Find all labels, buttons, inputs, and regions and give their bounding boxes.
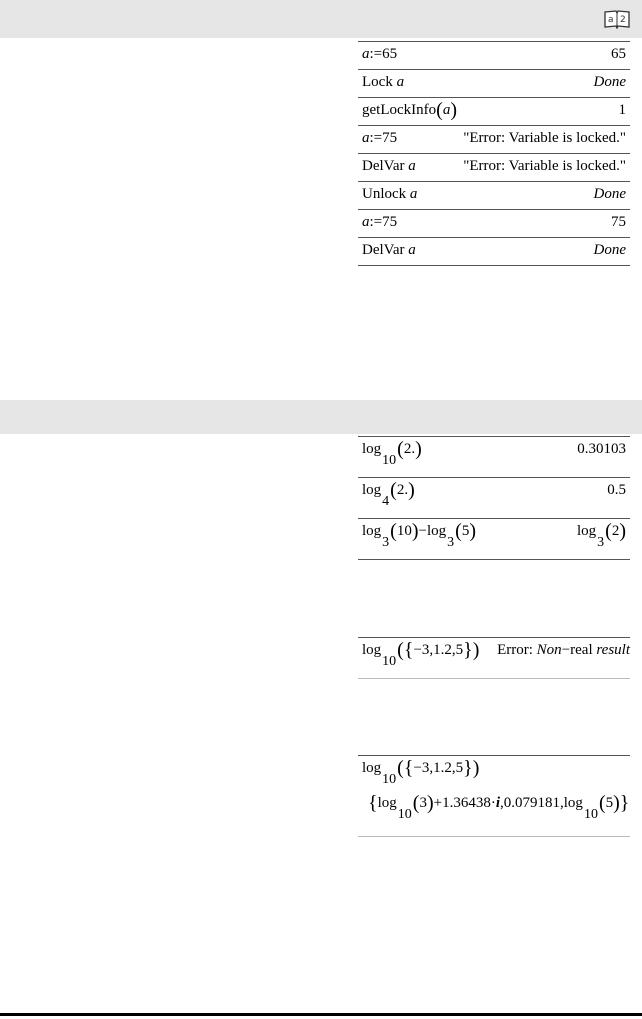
log-arg: 10	[396, 523, 412, 539]
result-value: Done	[593, 74, 626, 90]
log-word: log	[362, 482, 382, 498]
table-row: log3(10)−log3(5) log3(2)	[358, 518, 630, 560]
input-var: a	[408, 158, 416, 174]
table-row	[358, 237, 630, 266]
result-value: Done	[593, 186, 626, 202]
minus-sign: −	[418, 523, 427, 539]
input-op: :=75	[369, 214, 398, 230]
log-arg: −3,1.2,5	[413, 760, 464, 776]
input-op: :=75	[369, 130, 398, 146]
input-keyword: Unlock	[362, 186, 410, 202]
log-word: log	[362, 523, 382, 539]
log-nonreal-table	[358, 637, 630, 681]
complex-plus: +1.36438·	[433, 795, 496, 811]
log-base: 10	[397, 807, 412, 822]
log-arg: 5	[605, 795, 614, 811]
log-arg: 2.	[403, 441, 416, 457]
open-book-icon	[603, 9, 631, 29]
error-word: result	[596, 642, 630, 658]
table-row: log10(2.) 0.30103	[358, 436, 630, 477]
log-word: log	[377, 795, 397, 811]
input-var: a	[408, 242, 416, 258]
log-arg: 3	[419, 795, 427, 811]
result-value: 75	[611, 214, 626, 230]
input-var: a	[396, 74, 405, 90]
log-base: 3	[597, 535, 605, 550]
input-function: getLockInfo	[362, 102, 437, 118]
error-mid: −real	[561, 642, 597, 658]
log-word: log	[362, 441, 382, 457]
log-word: log	[576, 523, 597, 539]
svg-text:a: a	[608, 15, 614, 25]
table-row: log4(2.) 0.5	[358, 477, 630, 518]
result-value: 1	[618, 102, 626, 118]
table-row	[358, 41, 630, 69]
complex-mid: ,0.079181,	[500, 795, 564, 811]
table-row	[358, 153, 630, 181]
input-var: a	[362, 214, 370, 230]
section-header-bar	[0, 0, 642, 38]
result-value: 65	[611, 46, 626, 62]
input-keyword: DelVar	[362, 158, 409, 174]
log-base: 10	[382, 772, 397, 787]
lock-example-table	[358, 41, 630, 271]
error-word: Non	[536, 642, 562, 658]
result-value: Done	[593, 242, 626, 258]
table-row: log10({−3,1.2,5}) Error: Non−real result	[358, 637, 630, 679]
table-row	[358, 181, 630, 209]
table-row: log10({−3,1.2,5}) {log10(3)+1.36438·i,0.079181,log10(5)}	[358, 755, 630, 837]
log-word: log	[426, 523, 447, 539]
log-base: 4	[382, 494, 390, 509]
log-base: 3	[447, 535, 455, 550]
imaginary-unit: i	[495, 795, 501, 811]
page-footer-rule	[0, 1013, 642, 1016]
log-base: 10	[583, 807, 598, 822]
log-word: log	[362, 642, 382, 658]
input-var: a	[442, 102, 451, 118]
error-prefix: Error:	[497, 642, 537, 658]
input-var: a	[362, 130, 370, 146]
input-op: :=65	[369, 46, 398, 62]
result-value: 0.30103	[577, 441, 626, 457]
svg-text:2: 2	[620, 15, 626, 25]
log-complex-table	[358, 755, 630, 839]
input-var: a	[362, 46, 370, 62]
log-arg: 2	[611, 523, 620, 539]
input-var: a	[409, 186, 418, 202]
log-example-table	[358, 436, 630, 560]
log-base: 3	[382, 535, 390, 550]
log-arg: 5	[461, 523, 470, 539]
table-row	[358, 69, 630, 97]
table-row: getLockInfo(a) 1	[358, 97, 630, 125]
table-row	[358, 125, 630, 153]
log-base: 10	[382, 654, 397, 669]
result-value: "Error: Variable is locked."	[463, 158, 626, 174]
log-arg: 2.	[396, 482, 409, 498]
section-header-bar	[0, 400, 642, 434]
result-value: 0.5	[607, 482, 626, 498]
input-keyword: DelVar	[362, 242, 409, 258]
table-row	[358, 209, 630, 237]
log-word: log	[362, 760, 382, 776]
log-base: 10	[382, 453, 397, 468]
result-value: "Error: Variable is locked."	[463, 130, 626, 146]
log-word: log	[563, 795, 583, 811]
log-arg: −3,1.2,5	[413, 642, 464, 658]
input-keyword: Lock	[362, 74, 397, 90]
